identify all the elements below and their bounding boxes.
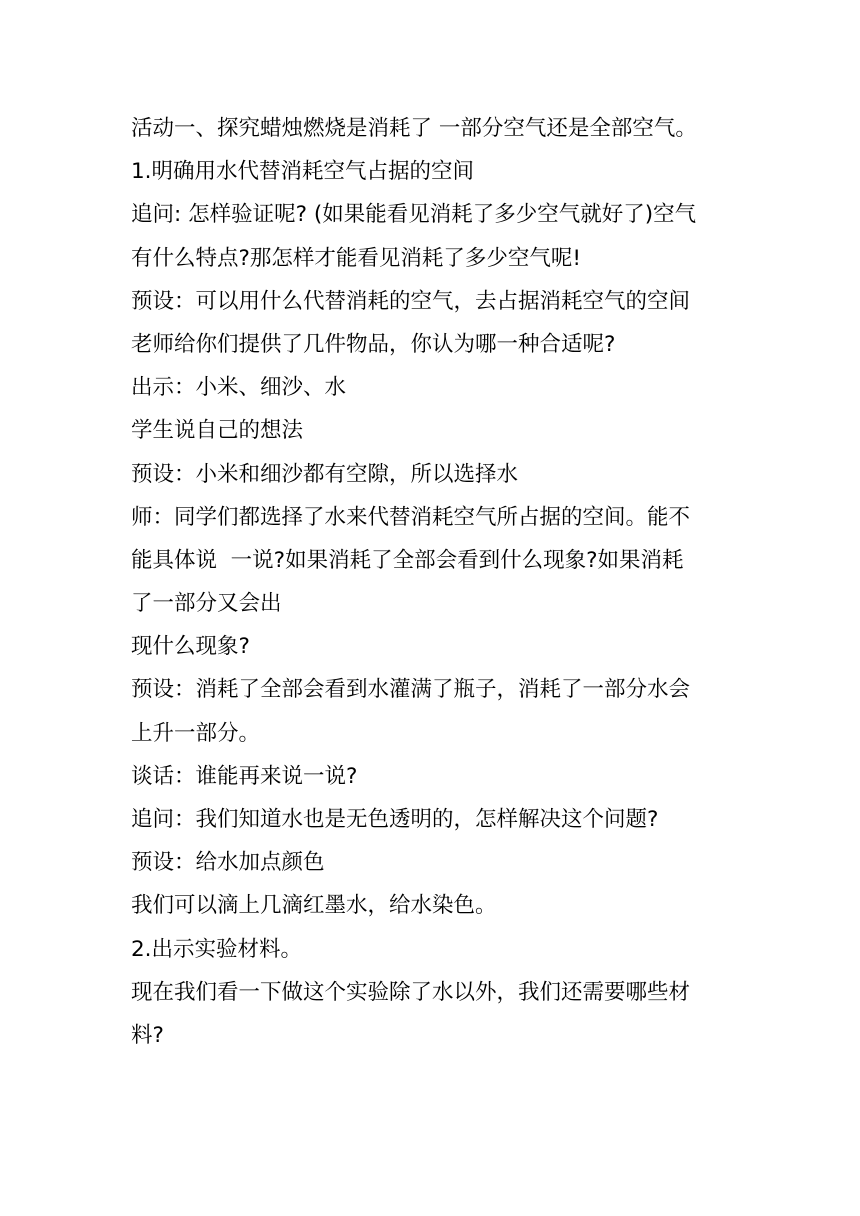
text-line: 谈话：谁能再来说一说?	[131, 763, 358, 789]
text-line: 现什么现象?	[131, 634, 250, 660]
text-line-section-1-heading: 1.明确用水代替消耗空气占据的空间	[131, 159, 475, 185]
text-line: 能具体说 一说?如果消耗了全部会看到什么现象?如果消耗	[131, 547, 684, 573]
text-line: 师：同学们都选择了水来代替消耗空气所占据的空间。能不	[131, 504, 691, 530]
text-line: 有什么特点?那怎样才能看见消耗了多少空气呢!	[131, 245, 582, 271]
text-line: 出示：小米、细沙、水	[131, 375, 347, 401]
text-line: 预设：小米和细沙都有空隙，所以选择水	[131, 461, 519, 487]
text-line: 老师给你们提供了几件物品，你认为哪一种合适呢?	[131, 331, 616, 357]
text-line-section-2-heading: 2.出示实验材料。	[131, 936, 303, 962]
text-line: 预设：给水加点颜色	[131, 850, 325, 876]
text-line: 预设：可以用什么代替消耗的空气，去占据消耗空气的空间	[131, 288, 691, 314]
text-line: 上升一部分。	[131, 720, 261, 746]
text-line: 追问：我们知道水也是无色透明的，怎样解决这个问题?	[131, 807, 659, 832]
text-line: 追问: 怎样验证呢? (如果能看见消耗了多少空气就好了)空气	[131, 202, 697, 228]
text-line: 料?	[131, 1022, 164, 1048]
text-line: 我们可以滴上几滴红墨水，给水染色。	[131, 893, 497, 919]
document-body	[131, 107, 736, 1057]
text-line: 了一部分又会出	[131, 591, 282, 617]
text-line-activity-title: 活动一、探究蜡烛燃烧是消耗了 一部分空气还是全部空气。	[131, 116, 697, 141]
text-line: 预设：消耗了全部会看到水灌满了瓶子，消耗了一部分水会	[131, 677, 691, 703]
text-line: 学生说自己的想法	[131, 418, 304, 444]
text-line: 现在我们看一下做这个实验除了水以外，我们还需要哪些材	[131, 979, 691, 1005]
